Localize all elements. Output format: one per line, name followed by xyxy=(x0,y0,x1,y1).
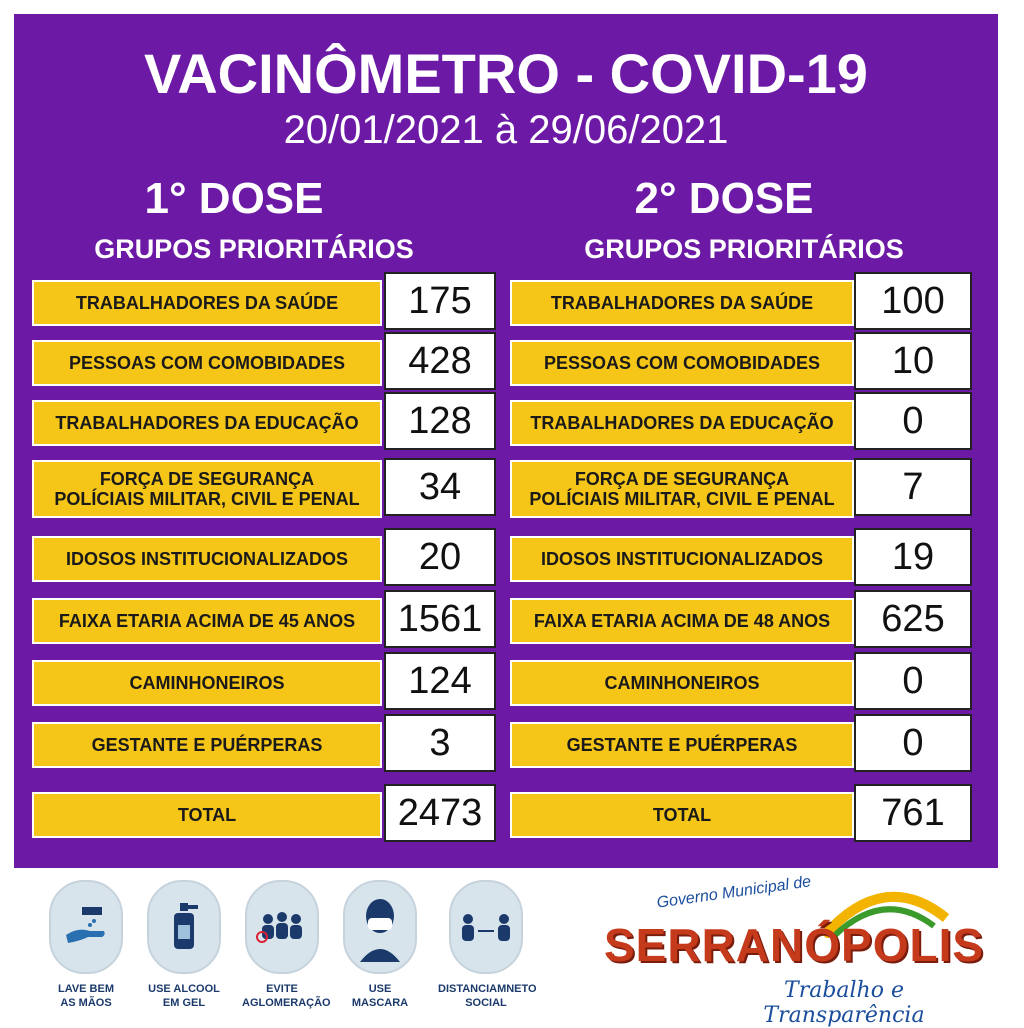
tip-sanitizer: USE ALCOOL EM GEL xyxy=(144,880,224,1010)
vaccinometer-panel xyxy=(14,14,998,868)
distance-icon xyxy=(449,880,523,974)
group-value: 100 xyxy=(854,272,972,330)
group-value: 0 xyxy=(854,714,972,772)
group-label: GESTANTE E PUÉRPERAS xyxy=(32,722,382,768)
group-value: 625 xyxy=(854,590,972,648)
group-label: TRABALHADORES DA SAÚDE xyxy=(32,280,382,326)
tip-hand-wash: LAVE BEM AS MÃOS xyxy=(46,880,126,1010)
group-value: 124 xyxy=(384,652,496,710)
group-value: 19 xyxy=(854,528,972,586)
mask-icon xyxy=(343,880,417,974)
group-label: IDOSOS INSTITUCIONALIZADOS xyxy=(510,536,854,582)
logo-top-text: Governo Municipal de xyxy=(655,873,813,912)
group-label: PESSOAS COM COMOBIDADES xyxy=(32,340,382,386)
group-label: TRABALHADORES DA SAÚDE xyxy=(510,280,854,326)
group-value: 0 xyxy=(854,652,972,710)
group-label: FAIXA ETARIA ACIMA DE 45 ANOS xyxy=(32,598,382,644)
group-value: 0 xyxy=(854,392,972,450)
page-title: VACINÔMETRO - COVID-19 xyxy=(144,42,868,105)
prevention-footer xyxy=(28,873,996,1028)
total-label: TOTAL xyxy=(32,792,382,838)
tip-mask: USE MASCARA xyxy=(340,880,420,1010)
group-label: CAMINHONEIROS xyxy=(32,660,382,706)
period-range: 20/01/2021 à 29/06/2021 xyxy=(283,108,729,152)
total-value: 761 xyxy=(854,784,972,842)
crowd-icon xyxy=(245,880,319,974)
group-label: IDOSOS INSTITUCIONALIZADOS xyxy=(32,536,382,582)
logo-name: SERRANÓPOLIS xyxy=(604,919,985,971)
dose2-subtitle: GRUPOS PRIORITÁRIOS xyxy=(584,234,904,264)
group-label: FORÇA DE SEGURANÇA POLÍCIAIS MILITAR, CIVIL E PENAL xyxy=(510,460,854,518)
group-value: 428 xyxy=(384,332,496,390)
group-label: PESSOAS COM COMOBIDADES xyxy=(510,340,854,386)
group-value: 34 xyxy=(384,458,496,516)
group-value: 175 xyxy=(384,272,496,330)
sanitizer-icon xyxy=(147,880,221,974)
total-value: 2473 xyxy=(384,784,496,842)
group-label: TRABALHADORES DA EDUCAÇÃO xyxy=(32,400,382,446)
serranopolis-logo xyxy=(584,873,985,1028)
group-value: 10 xyxy=(854,332,972,390)
total-label: TOTAL xyxy=(510,792,854,838)
group-label: TRABALHADORES DA EDUCAÇÃO xyxy=(510,400,854,446)
group-label: CAMINHONEIROS xyxy=(510,660,854,706)
dose2-title: 2° DOSE xyxy=(634,174,814,223)
tip-distance: DISTANCIAMNETO SOCIAL xyxy=(438,880,534,1010)
logo-slogan: Trabalho e Transparência xyxy=(763,978,925,1028)
group-label: FAIXA ETARIA ACIMA DE 48 ANOS xyxy=(510,598,854,644)
dose1-title: 1° DOSE xyxy=(144,174,324,223)
group-value: 20 xyxy=(384,528,496,586)
group-value: 1561 xyxy=(384,590,496,648)
group-label: FORÇA DE SEGURANÇA POLÍCIAIS MILITAR, CIVIL E PENAL xyxy=(32,460,382,518)
group-value: 7 xyxy=(854,458,972,516)
group-value: 128 xyxy=(384,392,496,450)
hand-wash-icon xyxy=(49,880,123,974)
dose1-subtitle: GRUPOS PRIORITÁRIOS xyxy=(94,234,414,264)
group-label: GESTANTE E PUÉRPERAS xyxy=(510,722,854,768)
group-value: 3 xyxy=(384,714,496,772)
tip-crowd: EVITE AGLOMERAÇÃO xyxy=(242,880,322,1010)
